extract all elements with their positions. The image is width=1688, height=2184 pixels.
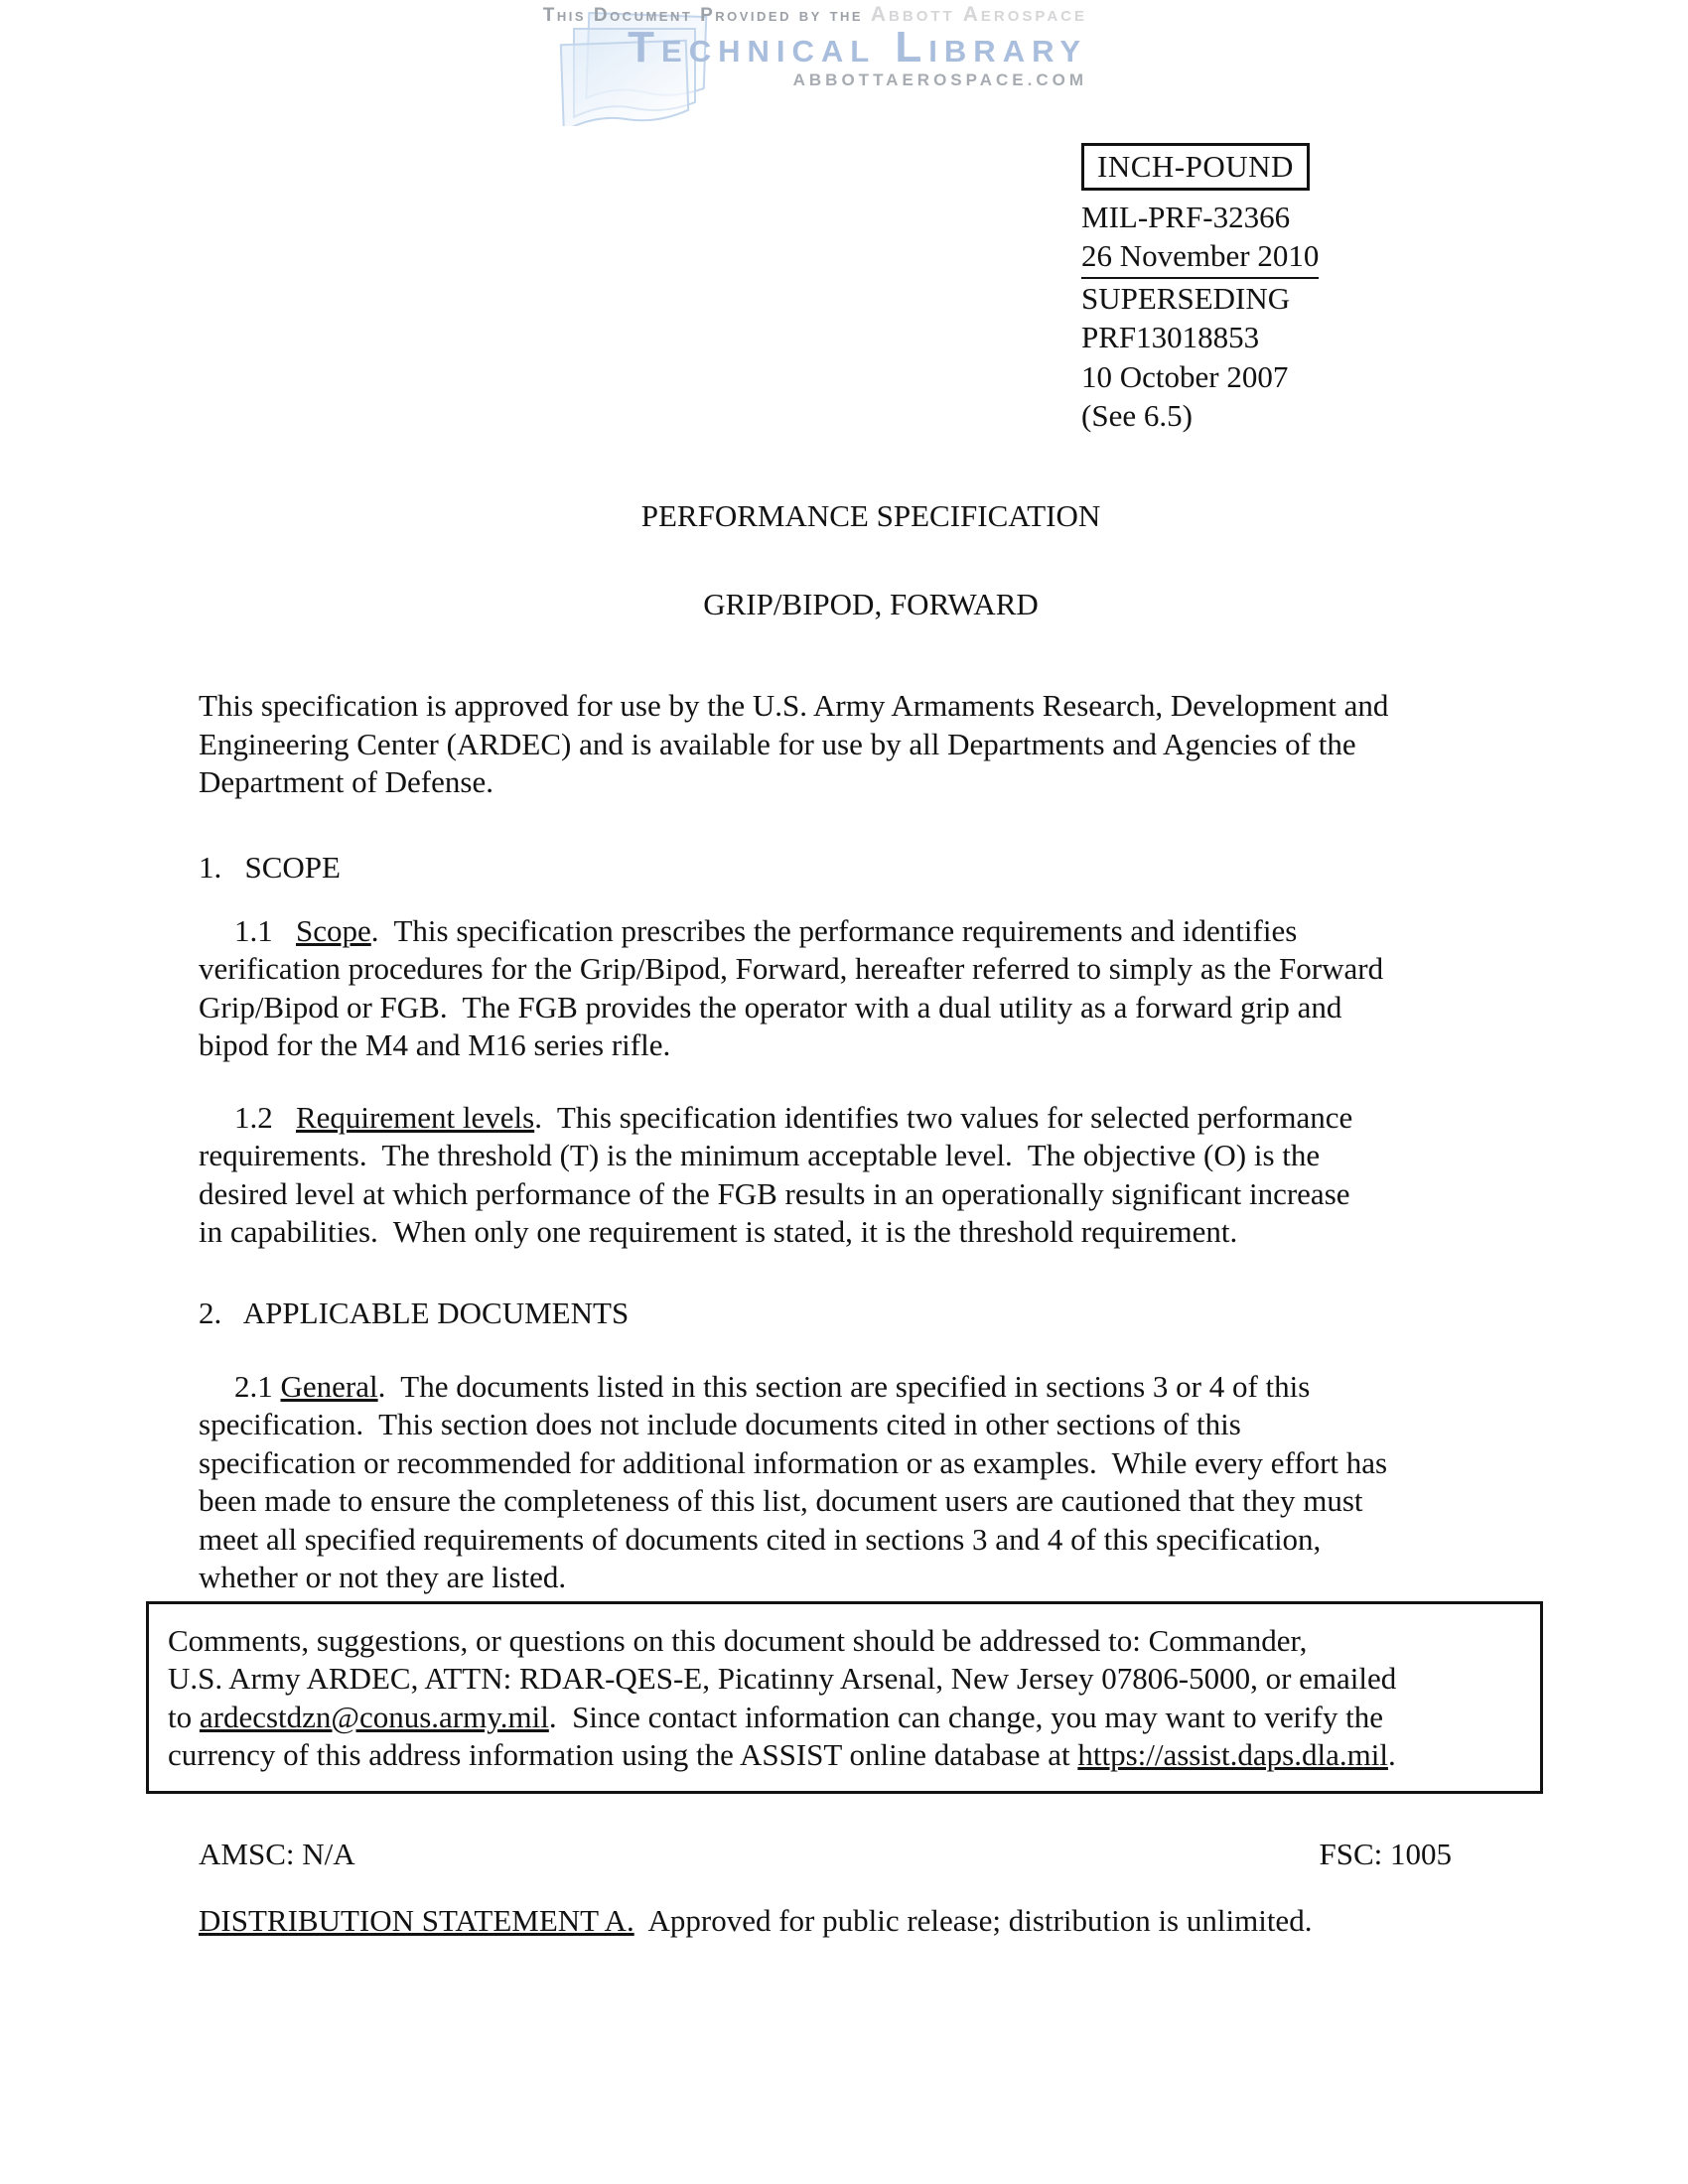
- comments-line: Comments, suggestions, or questions on this document should be addressed to: Commander,: [168, 1622, 1308, 1658]
- fsc-code: FSC: 1005: [1319, 1836, 1452, 1871]
- paragraph-line: in capabilities. When only one requirement is stated, it is the threshold requirement.: [199, 1214, 1238, 1249]
- distribution-text: Approved for public release; distribution is unlimited.: [633, 1903, 1313, 1938]
- doc-type-title: PERFORMANCE SPECIFICATION: [640, 498, 1101, 533]
- paragraph-line: Engineering Center (ARDEC) and is available for use by all Departments and Agencies of the: [199, 726, 1356, 761]
- assist-url-link[interactable]: https://assist.daps.dla.mil: [1077, 1737, 1388, 1772]
- superseded-number: PRF13018853: [1081, 320, 1260, 354]
- see-note: (See 6.5): [1081, 398, 1193, 433]
- para-1-1-title: Scope: [296, 912, 371, 948]
- paragraph-line: specification or recommended for additional information or as examples. While every effort has: [199, 1444, 1388, 1480]
- paragraph-line: verification procedures for the Grip/Bipod, Forward, hereafter referred to simply as the Forward: [199, 951, 1384, 986]
- para-1-1: [199, 912, 1543, 1065]
- spec-number: MIL-PRF-32366: [1081, 199, 1291, 234]
- distribution-statement: [199, 1902, 1543, 1941]
- paragraph-line: specification. This section does not include documents cited in other sections of this: [199, 1407, 1241, 1441]
- inch-pound-stamp: INCH-POUND: [1081, 143, 1310, 191]
- superseding-label: SUPERSEDING: [1081, 280, 1291, 316]
- comments-line: U.S. Army ARDEC, ATTN: RDAR-QES-E, Picatinny Arsenal, New Jersey 07806-5000, or emailed: [168, 1661, 1397, 1696]
- section-heading-applicable-documents: 2. APPLICABLE DOCUMENTS: [199, 1295, 630, 1330]
- comments-text: .: [1387, 1737, 1396, 1772]
- comments-line: [168, 1736, 1518, 1775]
- paragraph-line: Department of Defense.: [199, 764, 493, 799]
- para-2-1-title: General: [280, 1368, 378, 1404]
- para-2-1-text: . The documents listed in this section are specified in sections 3 or 4 of this: [377, 1368, 1311, 1404]
- comments-line: [168, 1699, 1518, 1737]
- para-1-2-number: 1.2: [234, 1099, 296, 1135]
- doc-subject-title: GRIP/BIPOD, FORWARD: [703, 587, 1039, 621]
- document-body: [168, 0, 1543, 1941]
- paragraph-line: [199, 1368, 1543, 1407]
- paragraph-line: This specification is approved for use by the U.S. Army Armaments Research, Development and: [199, 688, 1389, 723]
- masthead-brand-text: Abbott Aerospace: [870, 3, 1087, 26]
- comments-text: currency of this address information using the ASSIST online database at: [168, 1737, 1078, 1772]
- amsc-fsc-row: [199, 1836, 1543, 1874]
- para-1-1-number: 1.1: [234, 912, 296, 948]
- technical-library-wordmark: Technical Library: [628, 23, 1087, 71]
- comments-text: . Since contact information can change, you may want to verify the: [548, 1699, 1383, 1734]
- paragraph-line: Grip/Bipod or FGB. The FGB provides the operator with a dual utility as a forward grip and: [199, 989, 1342, 1024]
- para-2-1: [199, 1368, 1543, 1597]
- paragraph-line: meet all specified requirements of documents cited in sections 3 and 4 of this specification,: [199, 1521, 1322, 1557]
- paragraph-line: been made to ensure the completeness of this list, document users are cautioned that they must: [199, 1483, 1363, 1518]
- para-1-2-title: Requirement levels: [296, 1099, 535, 1135]
- paragraph-line: requirements. The threshold (T) is the minimum acceptable level. The objective (O) is the: [199, 1138, 1321, 1172]
- para-1-2-text: . This specification identifies two values for selected performance: [534, 1099, 1353, 1135]
- paragraph-line: [199, 1099, 1543, 1138]
- para-1-1-text: . This specification prescribes the performance requirements and identifies: [370, 912, 1298, 948]
- comments-text: to: [168, 1699, 200, 1734]
- para-2-1-number: 2.1: [234, 1368, 281, 1404]
- distribution-label: DISTRIBUTION STATEMENT A.: [199, 1903, 634, 1938]
- section-heading-scope: 1. SCOPE: [199, 849, 341, 885]
- approval-paragraph: [199, 687, 1543, 802]
- spec-date: 26 November 2010: [1081, 236, 1319, 279]
- amsc-code: AMSC: N/A: [199, 1836, 355, 1871]
- para-1-2: [199, 1099, 1543, 1252]
- superseded-date: 10 October 2007: [1081, 358, 1289, 394]
- comments-box: [146, 1601, 1543, 1794]
- paragraph-line: bipod for the M4 and M16 series rifle.: [199, 1027, 671, 1062]
- paragraph-line: desired level at which performance of the FGB results in an operationally significant increase: [199, 1175, 1350, 1211]
- masthead-provided-by-text: This Document Provided by the: [542, 5, 871, 26]
- paragraph-line: [199, 912, 1543, 951]
- masthead-website: ABBOTTAEROSPACE.COM: [792, 70, 1087, 89]
- paragraph-line: whether or not they are listed.: [199, 1560, 567, 1594]
- email-link[interactable]: ardecstdzn@conus.army.mil: [199, 1699, 549, 1734]
